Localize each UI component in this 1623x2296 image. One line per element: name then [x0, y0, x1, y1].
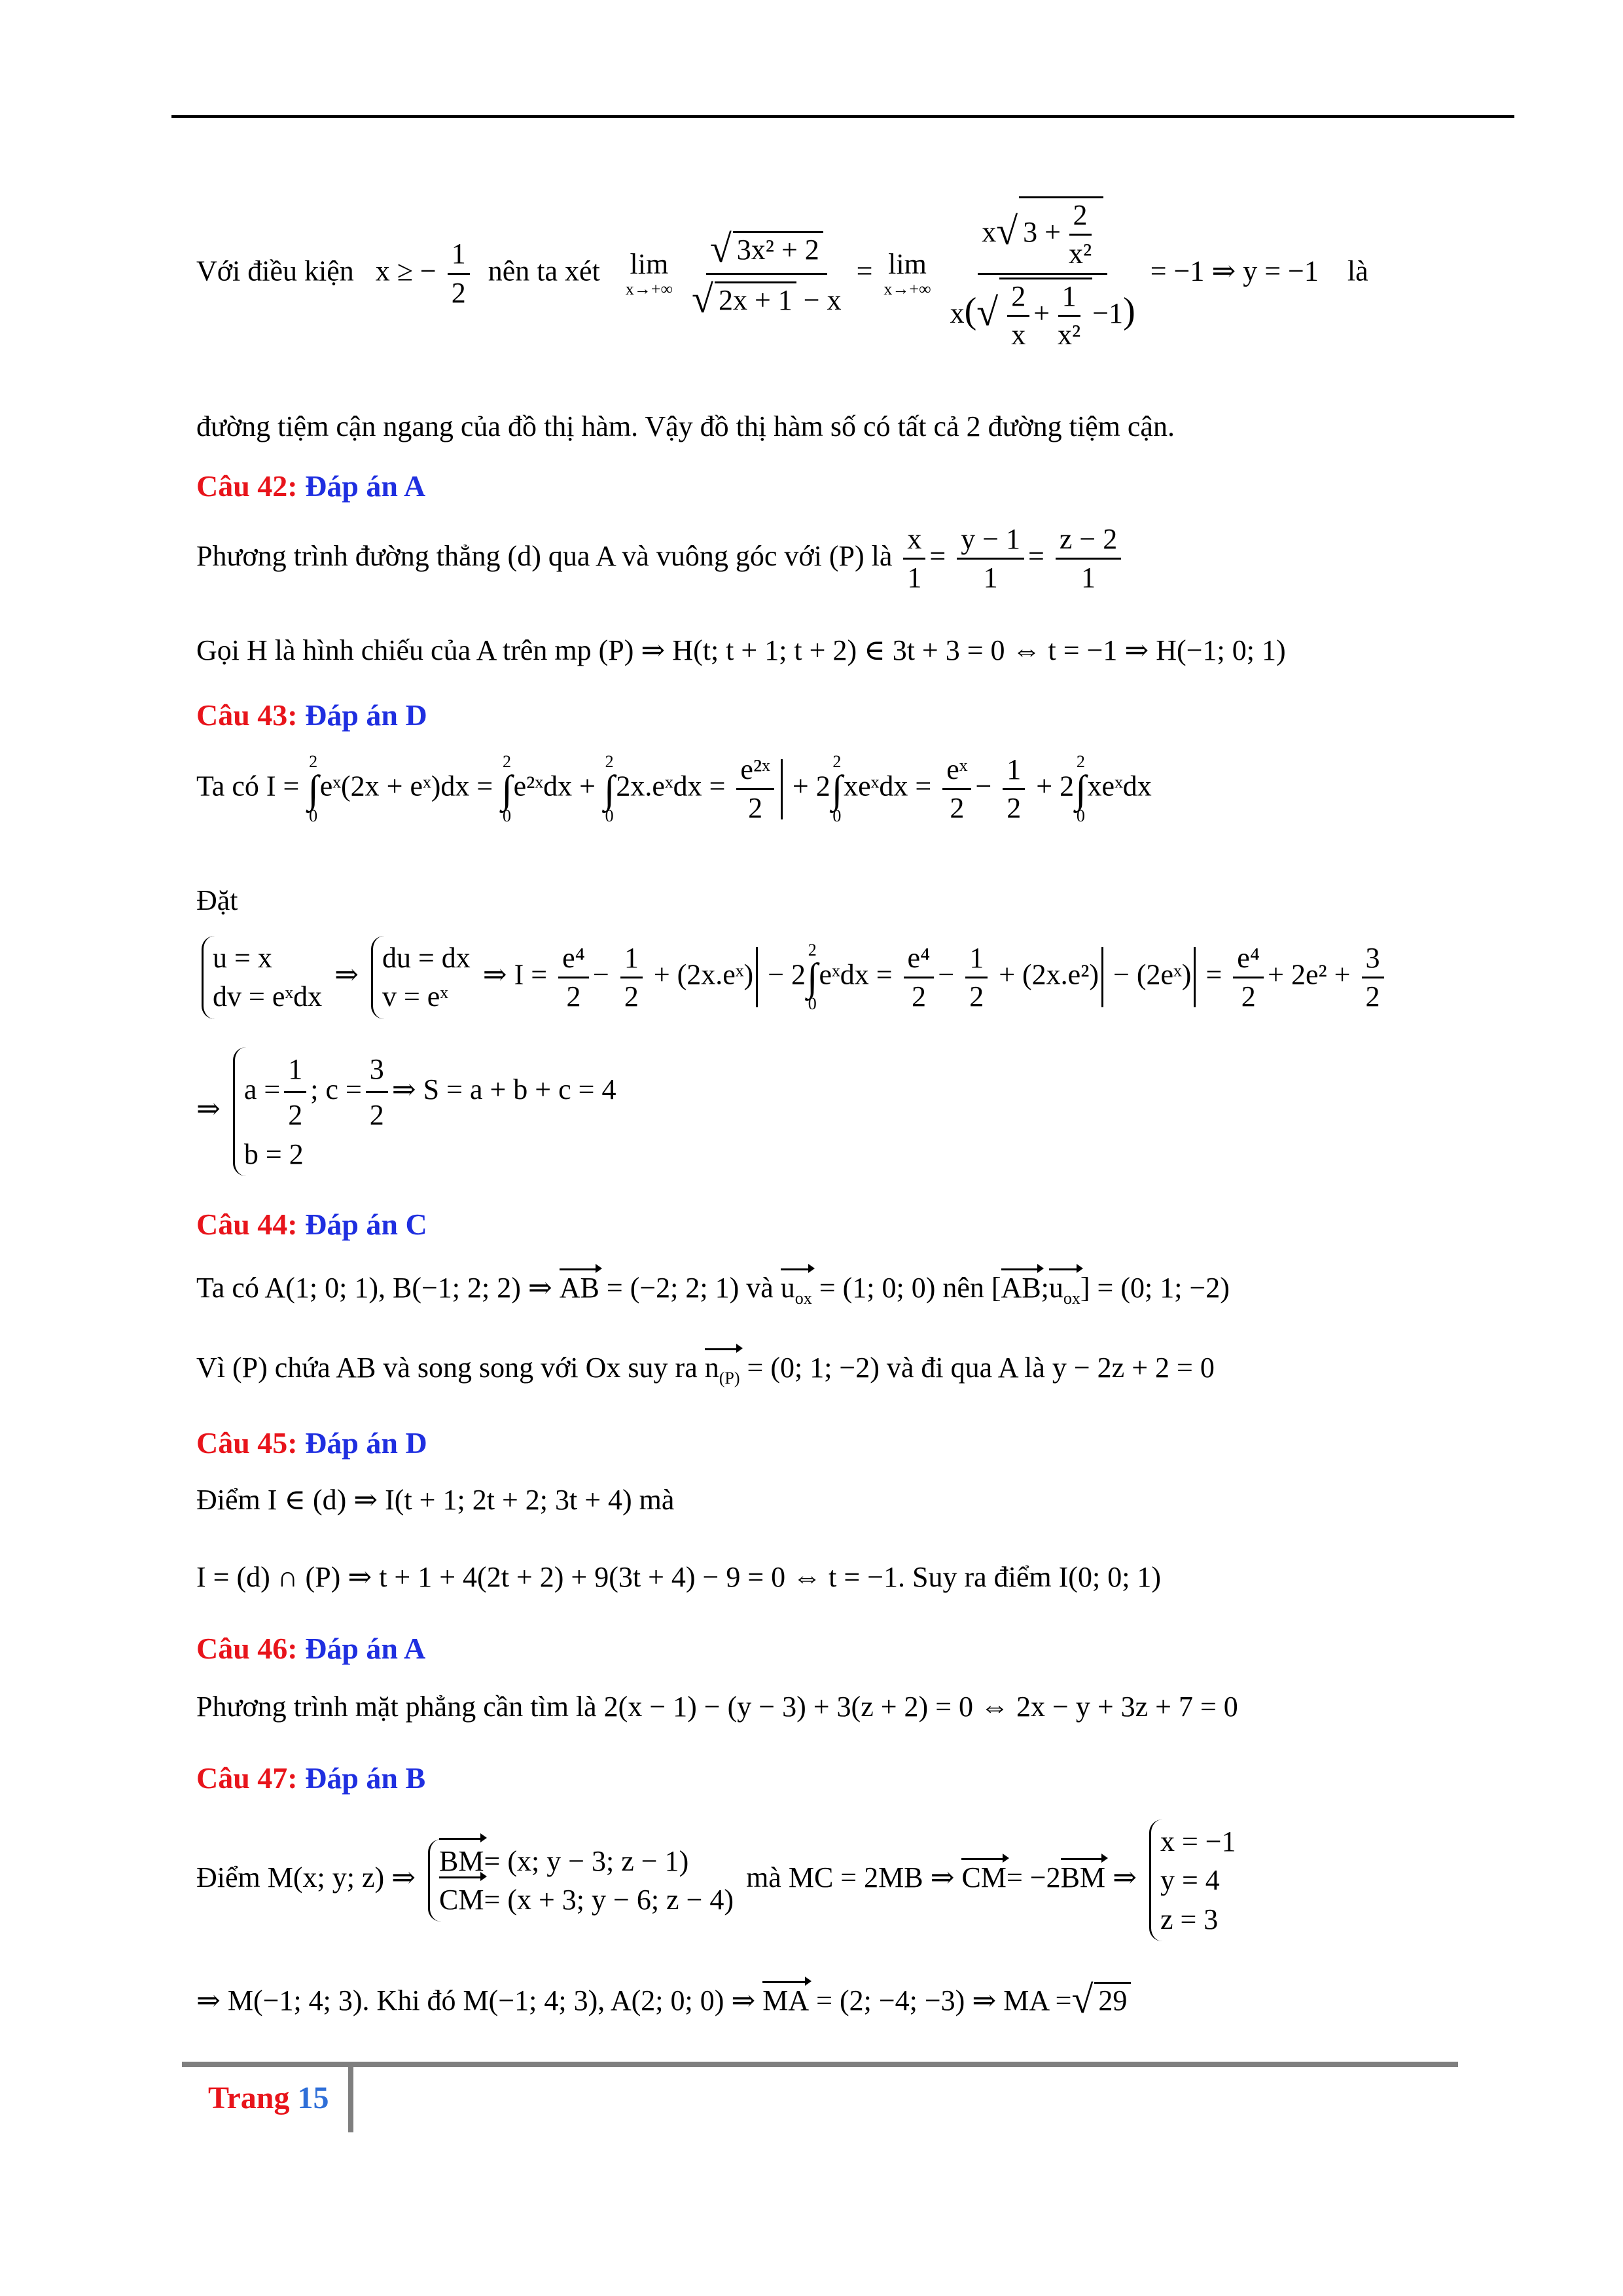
q43-dat: Đặt [196, 884, 238, 916]
q43-substitution-line: u = x dv = eˣdx ⇒ du = dx v = eˣ ⇒ I = $\frac{\text{e⁴}}{2}$ − $\frac{1}{2}$ + (2x.eˣ) − 2 2 ∫ 0 eˣdx = $\frac{\text{e⁴}}{2}$ − $\frac{1}{2}$ + (2x.e²) − (2eˣ) = $\frac{\text{e⁴}}{2}$ + 2e² + $\frac{3}{2}$ [196, 936, 1388, 1019]
q42-line-2: Gọi H là hình chiếu của A trên mp (P) ⇒ H(t; t + 1; t + 2) ∈ 3t + 3 = 0 ⇔ t = −1 ⇒ H(−1; 0; 1) [196, 634, 1286, 666]
q47-line-2: ⇒ M(−1; 4; 3). Khi đó M(−1; 4; 3), A(2; 0; 0) ⇒ MA = (2; −4; −3) ⇒ MA =√ 29 [196, 1978, 1131, 2021]
q46-line-1: Phương trình mặt phẳng cần tìm là 2(x − 1) − (y − 3) + 3(z + 2) = 0 ⇔ 2x − y + 3z + 7 = 0 [196, 1691, 1238, 1723]
intro-condition: x ≥ − [375, 255, 437, 287]
limit-fraction-2: x√ 3 + $\frac{2}{\text{x²}}$ x(√ $\frac{2}{x}$ + $\frac{1}{\text{x²}}$ −1) [946, 196, 1139, 351]
q46-header: Câu 46: Đáp án A [196, 1632, 426, 1665]
limit-fraction-1: $\frac{\text{√ 3x² + 2}}{√ 2x + 1 - x}$ [692, 226, 842, 321]
q47-line-1: Điểm M(x; y; z) ⇒ BM= (x; y − 3; z − 1) CM= (x + 3; y − 6; z − 4) mà MC = 2MB ⇒ CM= −2BM ⇒ x = −1 y = 4 z = 3 [196, 1820, 1241, 1941]
page-footer [208, 2080, 329, 2116]
q45-line-1: Điểm I ∈ (d) ⇒ I(t + 1; 2t + 2; 3t + 4) mà [196, 1484, 675, 1516]
intro-conclusion: đường tiệm cận ngang của đồ thị hàm. Vậy đồ thị hàm số có tất cả 2 đường tiệm cận. [196, 410, 1175, 442]
q45-line-2: I = (d) ∩ (P) ⇒ t + 1 + 4(2t + 2) + 9(3t + 4) − 9 = 0 ⇔ t = −1. Suy ra điểm I(0; 0; 1) [196, 1561, 1162, 1593]
intro-lead: Với điều kiện [196, 255, 354, 287]
q47-header: Câu 47: Đáp án B [196, 1761, 426, 1795]
footer-divider [348, 2067, 353, 2132]
intro-mid: nên ta xét [488, 255, 600, 287]
footer-rule [182, 2062, 1458, 2067]
header-rule [171, 115, 1514, 118]
limit-result: = −1 ⇒ y = −1 [1150, 255, 1319, 287]
q43-header: Câu 43: Đáp án D [196, 698, 427, 732]
intro-limit-line: Với điều kiện x ≥ − $\frac{1}{2}$ nên ta xét lim x→+∞ $\frac{\text{√ 3x² + 2}}{√ 2x + 1 - x}$ = lim x→+∞ x√ 3 + $\frac{2}{\text{x²}}$ x(√ $\frac{2}{x}$ + $\frac{1}{\text{x²}}$ −1) = −1 ⇒ y = −1 là [196, 196, 1368, 351]
half-fraction: $\frac{1}{2}$ [448, 238, 470, 309]
limit-2: lim x→+∞ [883, 247, 931, 299]
page-number: 15 [297, 2081, 329, 2115]
q44-line-1: Ta có A(1; 0; 1), B(−1; 2; 2) ⇒ AB = (−2; 2; 1) và $u_{ox} = (1$; 0; 0) nên $[AB;u_{ox}] = (0$; 1; −2) [196, 1272, 1230, 1308]
page-label: Trang [208, 2081, 290, 2115]
q43-integral-line: Ta có I = 2 ∫ 0 eˣ(2x + eˣ)dx = 2 ∫ 0 e²ˣdx + 2 ∫ 0 2x.eˣdx = $\frac{\text{e²ˣ}}{2}$ + 2 2 ∫ 0 xeˣdx = $\frac{\text{eˣ}}{2}$ − $\frac{1}{2}$ + 2 2 ∫ 0 xeˣdx [196, 752, 1152, 825]
q43-result-line: ⇒ a = $\frac{1}{2}$ ; c = $\frac{3}{2}$ ⇒ S = a + b + c = 4 b = 2 [196, 1047, 621, 1176]
q42-line-1: Phương trình đường thẳng (d) qua A và vuông góc với (P) là $\frac{x}{1}$ = $\frac{y - 1}{1}$ = $\frac{z - 2}{1}$ [196, 524, 1125, 594]
q44-header: Câu 44: Đáp án C [196, 1208, 427, 1241]
q45-header: Câu 45: Đáp án D [196, 1426, 427, 1460]
limit-1: lim x→+∞ [625, 247, 673, 299]
q42-header: Câu 42: Đáp án A [196, 469, 426, 503]
q44-line-2: Vì (P) chứa AB và song song với Ox suy ra $n_{(P)} = (0$; 1; −2) và đi qua A là y − 2z + 2 = 0 [196, 1352, 1215, 1388]
